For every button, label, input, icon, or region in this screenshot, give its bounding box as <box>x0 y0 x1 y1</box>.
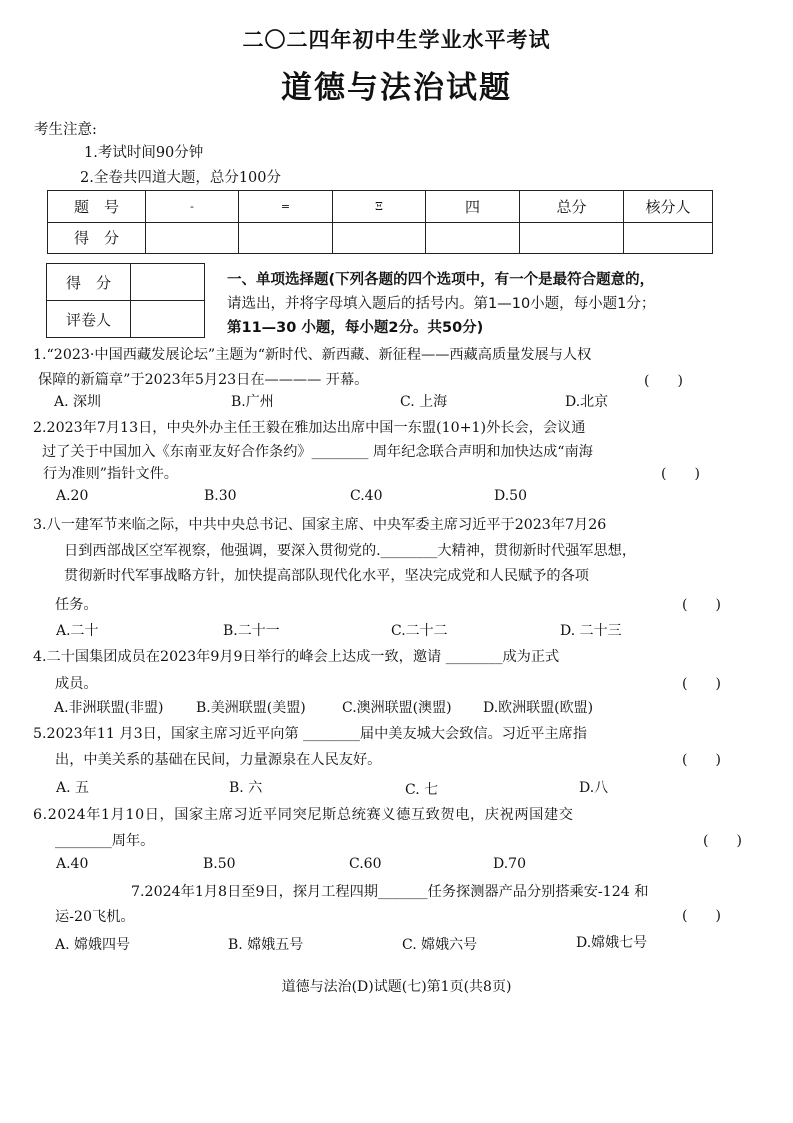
option-b: B.美洲联盟(美盟) <box>196 700 306 716</box>
question-text: 4.二十国集团成员在2023年9月9日举行的峰会上达成一致，邀请 ________成为正式 <box>33 649 560 665</box>
exam-title: 二〇二四年初中生学业水平考试 <box>242 27 551 52</box>
score-header-cell: Ξ <box>333 191 426 223</box>
score-input-cell[interactable] <box>520 222 624 254</box>
question-text: 行为准则”指针文件。 <box>43 466 178 482</box>
option-d: D.50 <box>494 488 527 504</box>
score-input-cell[interactable] <box>146 222 239 254</box>
answer-parentheses[interactable]: ( ) <box>661 466 700 482</box>
option-a: A. 嫦娥四号 <box>55 937 131 953</box>
option-a: A.20 <box>56 488 89 504</box>
score-header-cell: 题 号 <box>48 191 146 223</box>
grader-name-cell[interactable] <box>131 301 205 338</box>
grader-name-label: 评卷人 <box>47 301 131 338</box>
section-instruction-line: 一、单项选择题(下列各题的四个选项中，有一个是最符合题意的， <box>227 272 655 288</box>
score-header-cell: 四 <box>426 191 520 223</box>
answer-parentheses[interactable]: ( ) <box>682 597 721 613</box>
score-header-cell: = <box>239 191 333 223</box>
question-text: 贯彻新时代军事战略方针，加快提高部队现代化水平，坚决完成党和人民赋予的各项 <box>64 568 589 584</box>
option-d: D. 二十三 <box>560 623 622 639</box>
score-input-cell[interactable] <box>624 222 713 254</box>
section-instruction-line: 第11—30 小题，每小题2分。共50分) <box>227 320 484 336</box>
option-d: D.北京 <box>565 394 609 410</box>
option-c: C.60 <box>349 856 382 872</box>
option-b: B.30 <box>204 488 237 504</box>
question-text: 7.2024年1月8日至9日，探月工程四期_______任务探测器产品分别搭乘安-124 和 <box>131 884 649 900</box>
question-text: 成员。 <box>55 676 98 692</box>
notice-item-1: 1.考试时间90分钟 <box>84 145 204 161</box>
grader-score-label: 得 分 <box>47 264 131 301</box>
question-text: 出，中美关系的基础在民间，力量源泉在人民友好。 <box>55 752 382 768</box>
answer-parentheses[interactable]: ( ) <box>644 373 683 389</box>
score-input-cell[interactable] <box>333 222 426 254</box>
option-c: C. 嫦娥六号 <box>402 937 478 953</box>
notice-heading: 考生注意: <box>34 122 97 138</box>
option-a: A.非洲联盟(非盟) <box>54 700 164 716</box>
question-text: ________周年。 <box>55 833 155 849</box>
answer-parentheses[interactable]: ( ) <box>682 676 721 692</box>
option-c: C.二十二 <box>391 623 448 639</box>
question-text: 日到西部战区空军视察，他强调，要深入贯彻党的.________大精神，贯彻新时代强军思想， <box>64 543 637 559</box>
option-c: C.40 <box>350 488 383 504</box>
option-a: A.40 <box>56 856 89 872</box>
score-header-cell: 核分人 <box>624 191 713 223</box>
option-b: B. 六 <box>229 780 263 796</box>
question-text: 5.2023年11 月3日，国家主席习近平向第 ________届中美友城大会致信。习近平主席指 <box>33 726 587 742</box>
option-a: A. 深圳 <box>54 394 102 410</box>
answer-parentheses[interactable]: ( ) <box>682 752 721 768</box>
option-a: A. 五 <box>56 780 90 796</box>
question-text: 6.2024年1月10日，国家主席习近平同突尼斯总统赛义德互致贺电，庆祝两国建交 <box>33 807 574 823</box>
page-footer: 道德与法治(D)试题(七)第1页(共8页) <box>281 979 512 995</box>
score-header-cell: 总分 <box>520 191 624 223</box>
question-text: 2.2023年7月13日，中央外办主任王毅在雅加达出席中国一东盟(10+1)外长会，会议通 <box>33 420 586 436</box>
option-c: C. 七 <box>405 782 439 798</box>
question-text: 任务。 <box>55 597 98 613</box>
question-text: 保障的新篇章”于2023年5月23日在———— 开幕。 <box>38 372 369 388</box>
grader-box <box>46 263 205 338</box>
question-text: 1.“2023·中国西藏发展论坛”主题为“新时代、新西藏、新征程——西藏高质量发展与人权 <box>33 347 592 363</box>
score-table-score-row <box>48 222 713 254</box>
score-input-cell[interactable] <box>426 222 520 254</box>
option-d: D.欧洲联盟(欧盟) <box>483 700 594 716</box>
option-d: D.70 <box>493 856 526 872</box>
option-b: B.广州 <box>231 394 274 410</box>
option-a: A.二十 <box>56 623 99 639</box>
score-row-label: 得 分 <box>48 222 146 254</box>
notice-item-2: 2.全卷共四道大题，总分100分 <box>80 170 282 186</box>
score-table <box>47 190 713 254</box>
answer-parentheses[interactable]: ( ) <box>703 833 742 849</box>
question-text: 运-20飞机。 <box>55 909 135 925</box>
option-c: C. 上海 <box>400 394 448 410</box>
score-table-header-row <box>48 191 713 223</box>
answer-parentheses[interactable]: ( ) <box>682 908 721 924</box>
section-instruction-line: 请选出，并将字母填入题后的括号内。第1—10小题，每小题1分； <box>227 296 656 312</box>
option-b: B.二十一 <box>223 623 280 639</box>
score-input-cell[interactable] <box>239 222 333 254</box>
option-b: B. 嫦娥五号 <box>228 937 304 953</box>
grader-score-cell[interactable] <box>131 264 205 301</box>
option-c: C.澳洲联盟(澳盟) <box>342 700 452 716</box>
subject-title: 道德与法治试题 <box>281 70 512 106</box>
option-d: D.八 <box>579 780 609 796</box>
question-text: 3.八一建军节来临之际，中共中央总书记、国家主席、中央军委主席习近平于2023年7月26 <box>33 517 607 533</box>
option-d: D.嫦娥七号 <box>576 935 648 951</box>
option-b: B.50 <box>203 856 236 872</box>
question-text: 过了关于中国加入《东南亚友好合作条约》________ 周年纪念联合声明和加快达成“南海 <box>42 444 593 460</box>
score-header-cell: - <box>146 191 239 223</box>
